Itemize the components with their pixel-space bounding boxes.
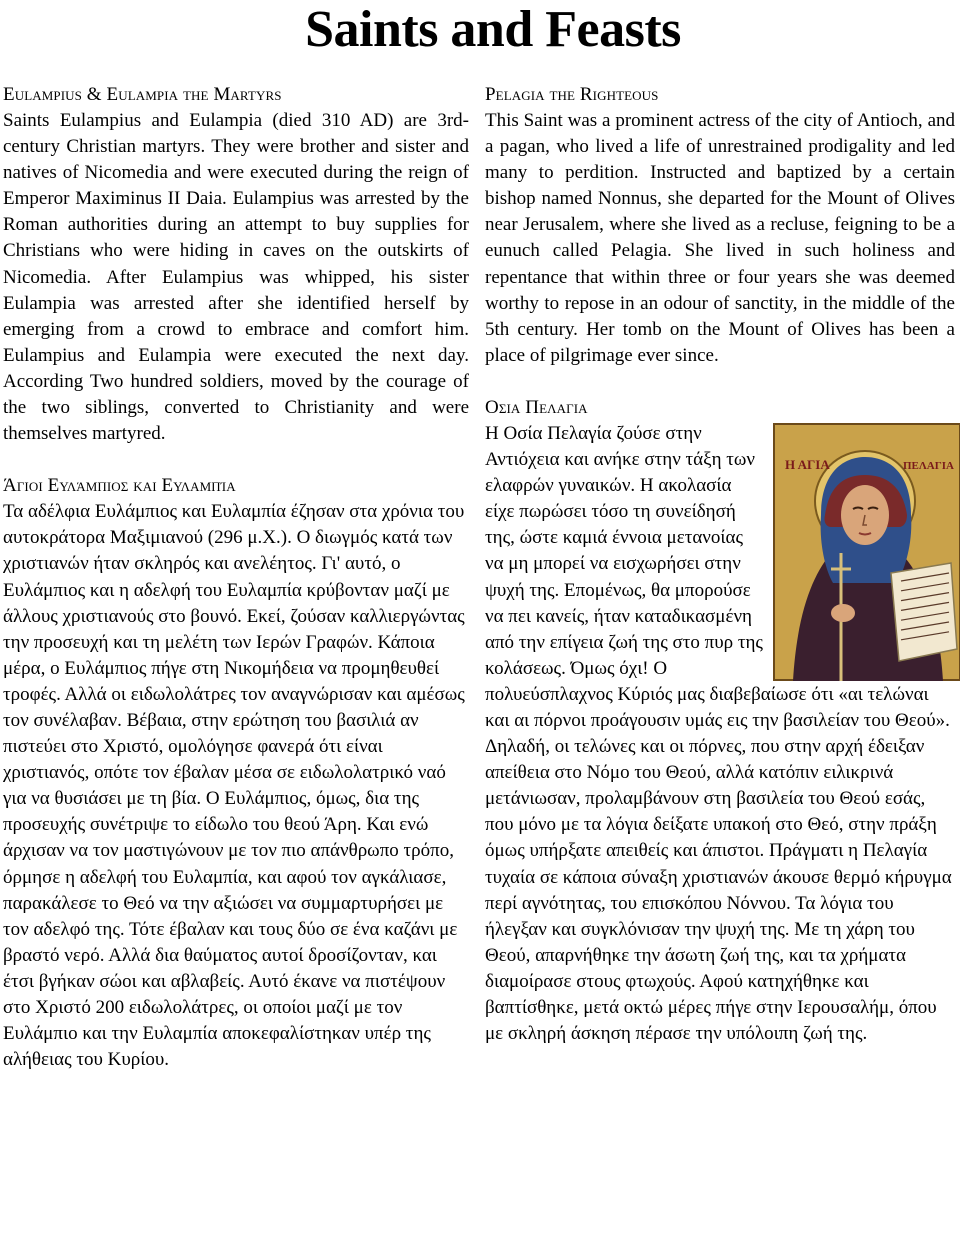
- pelagia-icon-image: [773, 423, 960, 681]
- article-heading: Eulampius & Eulampia the Martyrs: [3, 84, 282, 105]
- hand-shape: [831, 604, 855, 622]
- article-body: Saints Eulampius and Eulampia (died 310 AD) are 3rd-century Christian martyrs. They were brother and sister and natives of Nicomedia and were executed during the reign of Emperor Maximinus II Daia. Eulampius was arrested by the Roman authorities during an attempt to buy supplies for Christians who were hiding in caves on the outskirts of Nicomedia. After Eulampius was whipped, his sister Eulampia was arrested after she identified herself by emerging from a crowd to embrace and comfort him. Eulampius and Eulampia were executed the next day. According Two hundred soldiers, moved by the courage of the two siblings, converted to Christianity and were themselves martyred.: [3, 110, 469, 445]
- article-eulampius-greek: [3, 473, 469, 1073]
- article-heading: Pelagia the Righteous: [485, 84, 659, 105]
- article-heading: Άγιοι Ευλάμπιος και Ευλαμπία: [3, 475, 236, 497]
- saint-pelagia-icon: [773, 423, 960, 681]
- article-body-wrap: [485, 421, 955, 1047]
- article-pelagia-greek: [485, 395, 955, 1047]
- icon-inscription-left: Η ΑΓΙΑ: [785, 456, 830, 472]
- icon-inscription-right: ΠΕΛΑΓΙΑ: [903, 459, 954, 472]
- left-column: [3, 82, 469, 1073]
- article-heading: Οσια Πελαγια: [485, 396, 588, 418]
- article-body: Τα αδέλφια Ευλάμπιος και Ευλαμπία έζησαν στα χρόνια του αυτοκράτορα Μαξιμιανού (296 μ.Χ.). Ο διωγμός κατά των χριστιανών ήταν σκληρός και ανελέητος. Γι' αυτό, ο Ευλάμπιος και η αδελφή του Ευλαμπία κρύβονταν μαζί με άλλους χριστιανούς στο βουνό. Εκεί, ζούσαν καλλιεργώντας την προσευχή και τη μελέτη των Ιερών Γραφών. Κάποια μέρα, ο Ευλάμπιος πήγε στη Νικομήδεια να προμηθευθεί τροφές. Αλλά οι ειδωλολάτρες τον αναγνώρισαν και αμέσως τον συνέλαβαν. Βέβαια, στην ερώτηση του βασιλιά αν πιστεύει στο Χριστό, ομολόγησε φανερά ότι είναι χριστιανός, οπότε τον έβαλαν μέσα σε ειδωλολατρικό ναό για να θυσιάσει με τη βία. Ο Ευλάμπιος, όμως, δια της προσευχής συνέτριψε το είδωλο του θεού Άρη. Και ενώ άρχισαν να τον μαστιγώνουν με τον πιο απάνθρωπο τρόπο, όρμησε η αδελφή του Ευλαμπία, και αφού τον αγκάλιασε, παρακάλεσε το Θεό να την αξιώσει να συμμαρτυρήσει με τον αδελφό της. Τότε έβαλαν και τους δύο σε ένα καζάνι με βραστό νερό. Αλλά δια θαύματος αυτοί δροσίζονταν, και έτσι βγήκαν σώοι και αβλαβείς. Αυτό έκανε να πιστέψουν στο Χριστό 200 ειδωλολάτρες, οι οποίοι μαζί με τον Ευλάμπιο και την Ευλαμπία αποκεφαλίστηκαν υπέρ της αλήθειας του Κυρίου.: [3, 501, 465, 1071]
- article-eulampius-english: [3, 82, 469, 447]
- article-body: Η Οσία Πελαγία ζούσε στην Αντιόχεια και ανήκε στην τάξη των ελαφρών γυναικών. Η ακολασία είχε πωρώσει τόσο τη συνείδησή της, ώστε καμιά έννοια μετανοίας να μη μπορεί να εισχωρήσει στην ψυχή της. Επομένως, θα μπορούσε να πει κανείς, ήταν καταδικασμένη από την επίγεια ζωή της στο πυρ της κολάσεως. Όμως όχι! Ο πολυεύσπλαχνος Κύριός μας διαβεβαίωσε ότι «αι τελώναι και αι πόρνοι προάγουσιν υμάς εις την βασιλείαν του Θεού». Δηλαδή, οι τελώνες και οι πόρνες, που στην αρχή έδειξαν απείθεια στο Νόμο του Θεού, αλλά κατόπιν ειλικρινά μετάνιωσαν, προλαμβάνουν στη βασιλεία του Θεού εσάς, που μόνο με τα λόγια δείξατε υπακοή στο Θεό, στην πράξη όμως υπήρξατε απειθείς και άπιστοι. Πράγματι η Πελαγία τυχαία σε κάποια σύναξη χριστιανών άκουσε θερμό κήρυγμα περί αγνότητας, του επισκόπου Νόννου. Τα λόγια του ήλεγξαν και συγκλόνισαν την ψυχή της. Με τη χάρη του Θεού, απαρνήθηκε την άσωτη ζωή της, και τα χρήματα διαμοίρασε στους φτωχούς. Αφού κατηχήθηκε και βαπτίσθηκε, μετά οκτώ μέρες πήγε στην Ιερουσαλήμ, όπου με σκληρή άσκηση πέρασε την υπόλοιπη ζωή της.: [485, 422, 952, 1045]
- article-body: This Saint was a prominent actress of the city of Antioch, and a pagan, who lived a life of unrestrained prodigality and led many to perdition. Instructed and baptized by a certain bishop named Nonnus, she departed for the Mount of Olives near Jerusalem, where she lived as a recluse, feigning to be a eunuch called Pelagia. She lived in such holiness and repentance that within three or four years she was deemed worthy to repose in an odour of sanctity, in the middle of the 5th century. Her tomb on the Mount of Olives has been a place of pilgrimage ever since.: [485, 110, 955, 366]
- article-pelagia-english: [485, 82, 955, 369]
- page-title: Saints and Feasts: [305, 1, 681, 58]
- right-column: [485, 82, 955, 1047]
